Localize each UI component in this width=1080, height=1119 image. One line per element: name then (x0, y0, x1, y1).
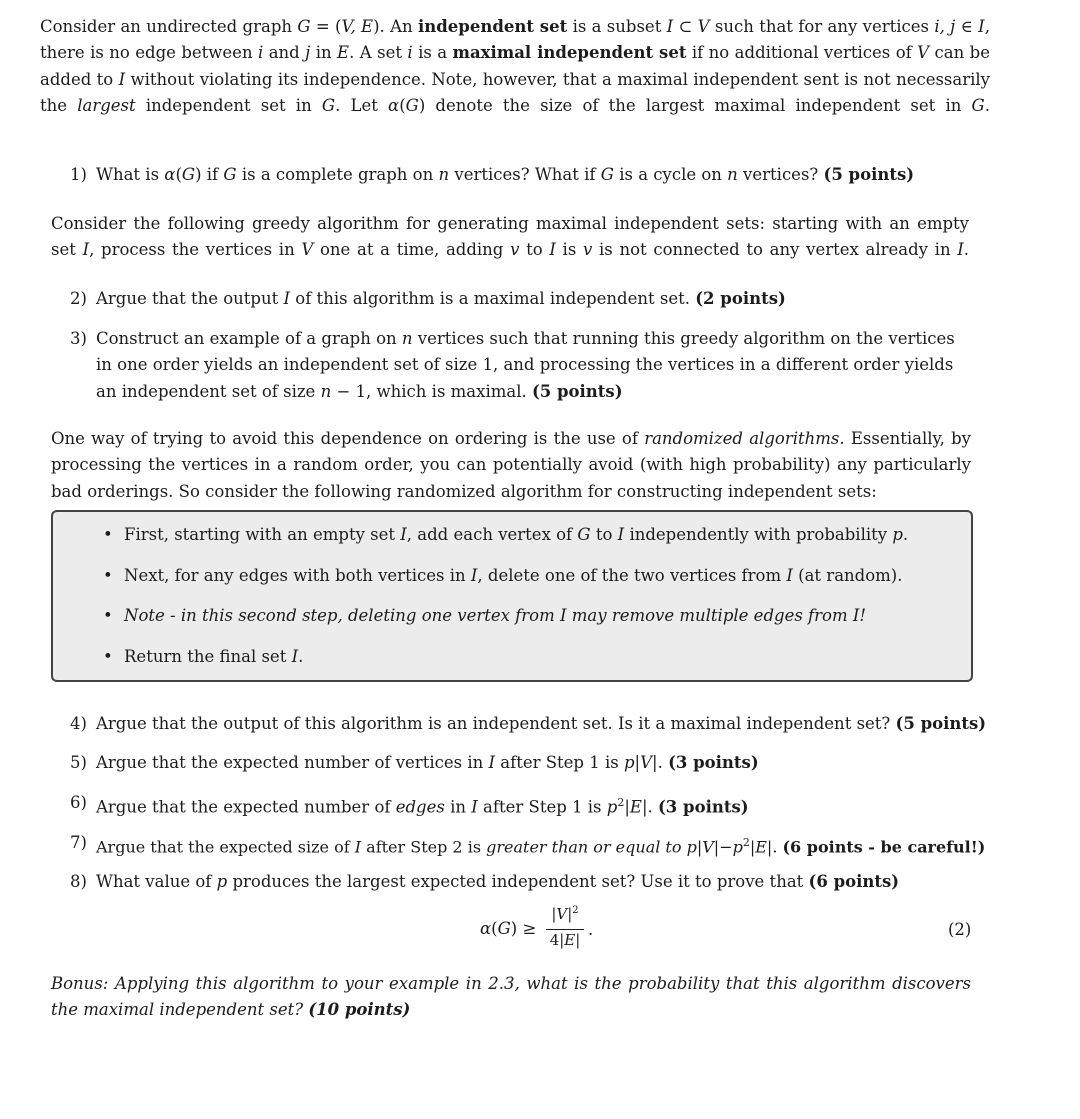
intro-paragraph: Consider an undirected graph G = (V, E). An independent set is a subset I ⊂ V such that for any vertices i, j ∈ I, there is no edge between i and j in E. A set i is a maximal independent set if no additional vertices of V can be added to I without violating its independence. Note, however, that a maximal independent sent is not necessarily the largest independent set in G. Let α(G) denote the size of the largest maximal independent set in G. (40, 17, 990, 116)
bullet-icon: • (103, 647, 113, 666)
greedy-paragraph: Consider the following greedy algorithm for generating maximal independent sets: starting with an empty set I, process the vertices in V one at a time, adding v to I is v is not connected to any vertex already in I. (51, 214, 970, 260)
randomized-paragraph: One way of trying to avoid this dependence on ordering is the use of randomized algorithms. Essentially, by processing the vertices in a random order, you can potentially avoid (with high probability) any particularly bad orderings. So consider the following randomized algorithm for constructing independent sets: (51, 429, 971, 501)
points-label: (6 points - be careful!) (782, 837, 986, 857)
question-number: 5) (70, 753, 87, 772)
equation-lhs: α(G) ≥ (480, 919, 537, 938)
points-label: (3 points) (668, 753, 759, 772)
question-number: 6) (70, 793, 87, 812)
equation-numerator: $|V|^2$ (551, 905, 579, 923)
question-number: 2) (70, 289, 87, 308)
points-label: (5 points) (823, 165, 915, 184)
equation-denominator: 4|E| (549, 931, 581, 949)
points-label: (6 points) (808, 872, 900, 891)
bullet-icon: • (103, 566, 113, 585)
equation-label: (2) (948, 920, 972, 939)
points-label: (5 points) (531, 381, 623, 401)
term-independent-set: independent set (418, 17, 568, 36)
points-label: (3 points) (658, 797, 749, 817)
question-number: 7) (70, 833, 87, 852)
points-label: (5 points) (895, 714, 987, 733)
equation-period: . (588, 920, 594, 939)
bullet-icon: • (103, 606, 113, 625)
bullet-icon: • (103, 525, 113, 544)
question-number: 8) (70, 872, 87, 891)
term-maximal-independent-set: maximal independent set (452, 43, 687, 63)
bonus-paragraph: Bonus: Applying this algorithm to your example in 2.3, what is the probability that this algorithm discovers the maximal independent set? (10 points) (51, 974, 971, 1020)
question-number: 4) (70, 714, 87, 733)
fraction-bar (546, 929, 584, 930)
points-label: (2 points) (695, 289, 786, 308)
question-number: 3) (70, 329, 87, 348)
points-label: (10 points) (308, 1000, 411, 1020)
question-number: 1) (70, 165, 87, 184)
